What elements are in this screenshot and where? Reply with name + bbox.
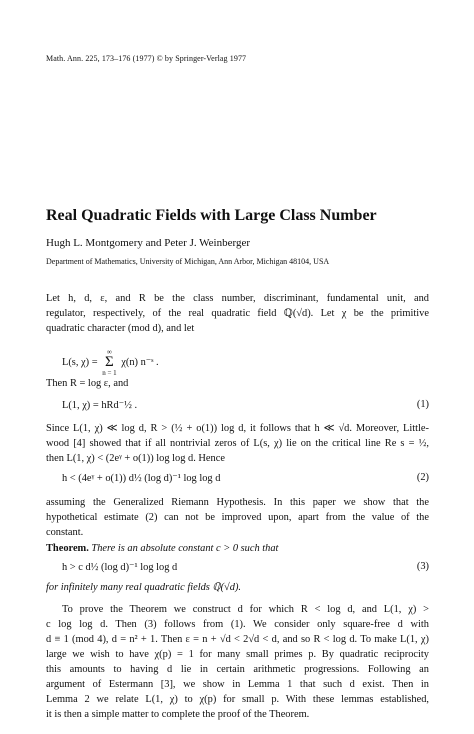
- proof-line-2: c log log d. Then (3) follows from (1). We consider only square-free d with: [46, 619, 429, 630]
- equation-L-definition: [62, 348, 159, 377]
- assuming-line-3: constant.: [46, 527, 84, 538]
- assuming-line-2: hypothetical estimate (2) can not be improved upon, apart from the value of the: [46, 512, 429, 523]
- sum-lower-limit: n = 1: [102, 369, 117, 377]
- theorem-label: Theorem.: [46, 543, 89, 554]
- equation-3: h > c d½ (log d)⁻¹ log log d: [62, 562, 178, 573]
- infinitely-many-text: for infinitely many real quadratic fields ℚ(√d).: [46, 582, 242, 593]
- sigma-icon: Σ: [105, 354, 114, 370]
- paper-title: Real Quadratic Fields with Large Class Number: [46, 207, 377, 224]
- since-line-2: wood [4] showed that if all nontrivial zeros of L(s, χ) lie on the critical line Re s = ½,: [46, 438, 429, 449]
- affiliation: Department of Mathematics, University of Michigan, Ann Arbor, Michigan 48104, USA: [46, 257, 330, 266]
- proof-line-3: d ≡ 1 (mod 4), d = n² + 1. Then ε = n + √d < 2√d < d, and so R < log d. To make L(1, χ): [46, 634, 429, 645]
- eq-L-lhs: L(s, χ) =: [62, 356, 98, 368]
- intro-line-1: Let h, d, ε, and R be the class number, discriminant, fundamental unit, and: [46, 293, 429, 304]
- theorem-statement: [46, 541, 429, 556]
- intro-line-2: regulator, respectively, of the real quadratic field ℚ(√d). Let χ be the primitive: [46, 308, 429, 319]
- theorem-text: There is an absolute constant c > 0 such that: [91, 543, 279, 554]
- sum-upper-limit: ∞: [106, 348, 112, 356]
- proof-line-5: this amounts to having d lie in certain arithmetic progressions. Following an: [46, 664, 429, 675]
- assuming-line-1: assuming the Generalized Riemann Hypothesis. In this paper we show that the: [46, 497, 429, 508]
- eq-L-rhs: χ(n) n⁻ˢ .: [121, 356, 159, 368]
- equation-1: L(1, χ) = hRd⁻½ .: [62, 400, 138, 411]
- proof-line-7: Lemma 2 we relate L(1, χ) to χ(p) for small p. With these lemmas established,: [46, 694, 429, 705]
- equation-1-number: (1): [416, 399, 429, 410]
- proof-line-1: To prove the Theorem we construct d for which R < log d, and L(1, χ) >: [62, 604, 429, 615]
- author-list: Hugh L. Montgomery and Peter J. Weinberger: [46, 237, 250, 249]
- summation-symbol: [102, 348, 116, 377]
- then-R-line: Then R = log ε, and: [46, 378, 129, 389]
- equation-2-number: (2): [416, 472, 429, 483]
- equation-2: h < (4eᵞ + o(1)) d½ (log d)⁻¹ log log d: [62, 473, 221, 484]
- since-line-1: Since L(1, χ) ≪ log d, R > (½ + o(1)) log d, it follows that h ≪ √d. Moreover, Little-: [46, 423, 429, 434]
- equation-3-number: (3): [416, 561, 429, 572]
- intro-line-3: quadratic character (mod d), and let: [46, 323, 195, 334]
- proof-line-8: it is then a simple matter to complete the proof of the Theorem.: [46, 709, 310, 720]
- since-line-3: then L(1, χ) < (2eᵞ + o(1)) log log d. Hence: [46, 453, 225, 464]
- journal-header: Math. Ann. 225, 173–176 (1977) © by Springer-Verlag 1977: [46, 54, 247, 63]
- proof-line-4: large we wish to have χ(p) = 1 for many small primes p. By quadratic reciprocity: [46, 649, 429, 660]
- proof-line-6: argument of Estermann [3], we show in Lemma 1 that such d exist. Then in: [46, 679, 429, 690]
- infinitely-many-line: [46, 580, 429, 595]
